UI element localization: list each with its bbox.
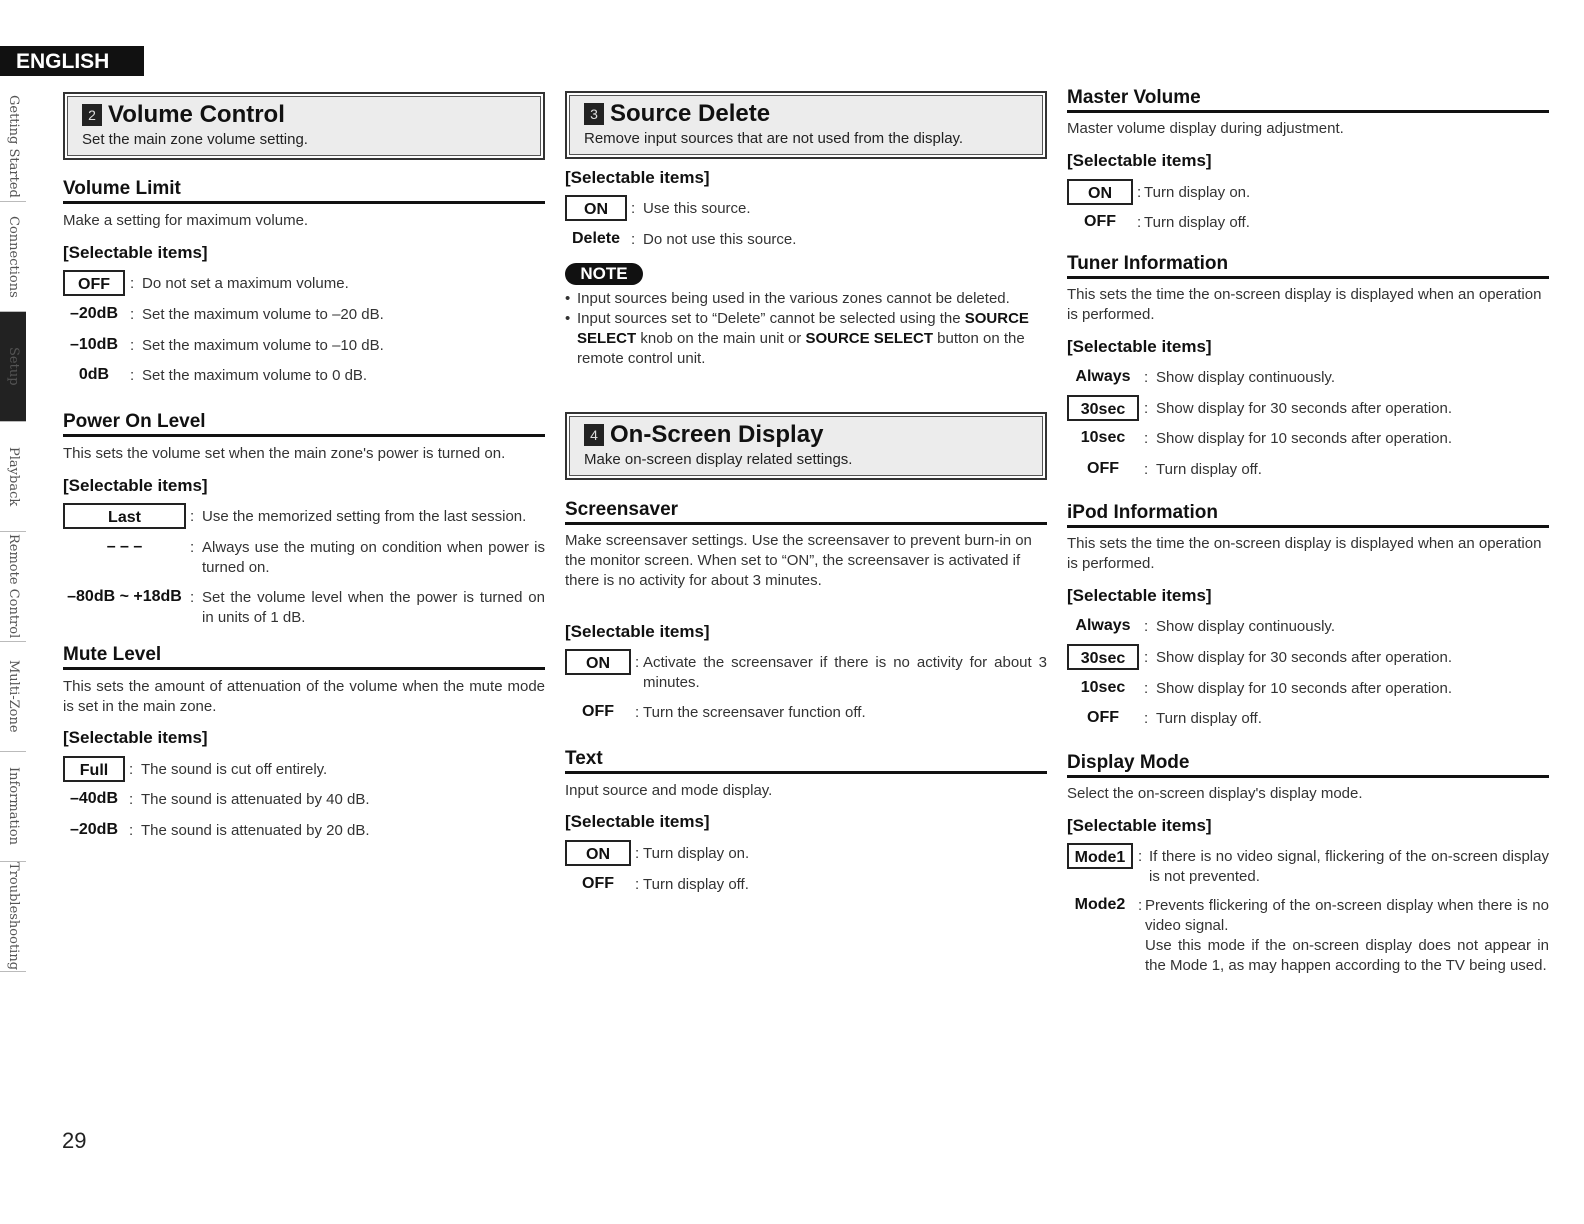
option-key: OFF: [63, 270, 125, 296]
option-desc: Turn display off.: [1144, 214, 1250, 231]
note-badge: NOTE: [565, 263, 643, 285]
text-heading: Text: [565, 748, 1047, 774]
option-key: ON: [565, 649, 631, 675]
section-title: Source Delete: [610, 100, 771, 127]
option-desc: Turn display off.: [643, 876, 749, 893]
mute-level-desc: This sets the amount of attenuation of the volume when the mute mode is set in the main zone.: [63, 678, 545, 715]
power-on-level-desc: This sets the volume set when the main zone's power is turned on.: [63, 445, 506, 462]
section-number-icon: 4: [584, 424, 604, 446]
option-desc: Activate the screensaver if there is no activity for about 3 minutes.: [643, 654, 1047, 691]
note-item: • Input sources set to “Delete” cannot be selected using the SOURCE SELECT knob on the main unit or SOURCE SELECT button on the remote control unit.: [565, 309, 1047, 369]
side-nav-connections[interactable]: Connections: [0, 202, 26, 312]
note-list: [565, 289, 1047, 369]
screensaver-heading: Screensaver: [565, 499, 1047, 525]
side-nav-getting-started[interactable]: Getting Started: [0, 92, 26, 202]
note-item: • Input sources being used in the various zones cannot be deleted.: [565, 289, 1047, 309]
on-screen-display-section-header: [565, 412, 1047, 480]
side-nav-setup[interactable]: Setup: [0, 312, 26, 422]
option-desc: Always use the muting on condition when power is turned on.: [202, 539, 545, 576]
volume-control-section-header: [63, 92, 545, 160]
section-title: Volume Control: [108, 101, 285, 128]
option-key: Full: [63, 756, 125, 782]
power-on-level-heading: Power On Level: [63, 411, 545, 437]
option-key: Mode2: [1074, 896, 1126, 913]
volume-limit-heading: Volume Limit: [63, 178, 545, 204]
option-key: –80dB ~ +18dB: [67, 588, 182, 605]
section-subtitle: Remove input sources that are not used from the display.: [584, 130, 964, 147]
option-desc: Turn display off.: [1156, 710, 1262, 727]
side-nav-playback[interactable]: Playback: [0, 422, 26, 532]
tuner-information-desc: This sets the time the on-screen display is displayed when an operation is performed.: [1067, 286, 1542, 323]
selectable-items-label: [Selectable items]: [565, 168, 710, 187]
option-key: Delete: [571, 230, 621, 247]
selectable-items-label: [Selectable items]: [1067, 816, 1212, 835]
option-desc: Show display continuously.: [1156, 618, 1335, 635]
side-nav-multi-zone[interactable]: Multi-Zone: [0, 642, 26, 752]
option-key: OFF: [582, 703, 614, 720]
option-desc: Show display for 30 seconds after operation.: [1156, 649, 1453, 666]
option-desc: Turn the screensaver function off.: [643, 704, 866, 721]
selectable-items-label: [Selectable items]: [1067, 586, 1212, 605]
option-desc: The sound is attenuated by 20 dB.: [141, 822, 370, 839]
option-desc: If there is no video signal, flickering of the on-screen display is not prevented.: [1149, 848, 1549, 885]
display-mode-desc: Select the on-screen display's display mode.: [1067, 785, 1363, 802]
ipod-information-heading: iPod Information: [1067, 502, 1549, 528]
mute-level-heading: Mute Level: [63, 644, 545, 670]
option-key: 10sec: [1080, 429, 1126, 446]
volume-limit-desc: Make a setting for maximum volume.: [63, 212, 309, 229]
side-nav: [0, 92, 26, 972]
option-key: –10dB: [69, 336, 119, 353]
section-number-icon: 3: [584, 103, 604, 125]
side-nav-remote-control[interactable]: Remote Control: [0, 532, 26, 642]
ipod-information-desc: This sets the time the on-screen display is displayed when an operation is performed.: [1067, 535, 1542, 572]
selectable-items-label: [Selectable items]: [63, 728, 208, 747]
option-desc: Set the volume level when the power is turned on in units of 1 dB.: [202, 589, 545, 626]
option-desc: Set the maximum volume to –10 dB.: [142, 337, 384, 354]
option-key: ON: [1067, 179, 1133, 205]
option-desc: Do not use this source.: [643, 231, 797, 248]
option-key: –20dB: [69, 305, 119, 322]
option-key: Always: [1075, 617, 1131, 634]
option-key: 10sec: [1080, 679, 1126, 696]
option-desc: Use this source.: [643, 200, 751, 217]
screensaver-desc: Make screensaver settings. Use the screensaver to prevent burn-in on the monitor screen. When set to “ON”, the screensaver is activated if there is no activity for about 3 minutes.: [565, 532, 1032, 589]
side-nav-troubleshooting[interactable]: Troubleshooting: [0, 862, 26, 972]
section-title: On-Screen Display: [610, 421, 824, 448]
option-desc: Do not set a maximum volume.: [142, 275, 349, 292]
option-key: –40dB: [69, 790, 119, 807]
option-key: –20dB: [69, 821, 119, 838]
master-volume-desc: Master volume display during adjustment.: [1067, 120, 1344, 137]
option-desc: The sound is cut off entirely.: [141, 761, 328, 778]
option-key: Always: [1075, 368, 1131, 385]
option-key: 30sec: [1067, 644, 1139, 670]
language-tab: ENGLISH: [0, 46, 144, 76]
option-key: ON: [565, 840, 631, 866]
page-number: 29: [62, 1128, 87, 1153]
side-nav-information[interactable]: Information: [0, 752, 26, 862]
option-desc: Turn display off.: [1156, 461, 1262, 478]
master-volume-heading: Master Volume: [1067, 87, 1549, 113]
option-key: – – –: [106, 538, 143, 555]
option-key: Mode1: [1067, 843, 1133, 869]
section-subtitle: Make on-screen display related settings.: [584, 451, 853, 468]
source-delete-section-header: [565, 91, 1047, 159]
option-desc: Turn display on.: [643, 845, 750, 862]
option-desc: Use the memorized setting from the last session.: [202, 508, 527, 525]
option-key: OFF: [1087, 460, 1119, 477]
selectable-items-label: [Selectable items]: [63, 476, 208, 495]
option-desc: The sound is attenuated by 40 dB.: [141, 791, 370, 808]
mode2-extra: Use this mode if the on-screen display does not appear in the Mode 1, as may happen according to the TV being used.: [1145, 937, 1549, 974]
selectable-items-label: [Selectable items]: [565, 622, 710, 641]
option-desc: Show display for 10 seconds after operation.: [1156, 680, 1453, 697]
selectable-items-label: [Selectable items]: [565, 812, 710, 831]
section-number-icon: 2: [82, 104, 102, 126]
option-desc: Set the maximum volume to –20 dB.: [142, 306, 384, 323]
selectable-items-label: [Selectable items]: [1067, 337, 1212, 356]
selectable-items-label: [Selectable items]: [1067, 151, 1212, 170]
option-key: OFF: [1087, 709, 1119, 726]
option-key: 30sec: [1067, 395, 1139, 421]
option-desc: Turn display on.: [1144, 184, 1251, 201]
option-key: Last: [63, 503, 186, 529]
selectable-items-label: [Selectable items]: [63, 243, 208, 262]
option-desc: Set the maximum volume to 0 dB.: [142, 367, 368, 384]
section-subtitle: Set the main zone volume setting.: [82, 131, 308, 148]
text-desc: Input source and mode display.: [565, 782, 773, 799]
option-key: OFF: [1084, 213, 1116, 230]
option-desc: Show display for 10 seconds after operation.: [1156, 430, 1453, 447]
option-key: ON: [565, 195, 627, 221]
tuner-information-heading: Tuner Information: [1067, 253, 1549, 279]
option-desc: Prevents flickering of the on-screen display when there is no video signal. Use this mode if the on-screen display does not appear in the Mode 1, as may happen according to the TV being used.: [1145, 897, 1549, 974]
option-key: 0dB: [78, 366, 110, 383]
option-desc: Show display continuously.: [1156, 369, 1335, 386]
option-desc: Show display for 30 seconds after operation.: [1156, 400, 1453, 417]
display-mode-heading: Display Mode: [1067, 752, 1549, 778]
option-key: OFF: [582, 875, 614, 892]
